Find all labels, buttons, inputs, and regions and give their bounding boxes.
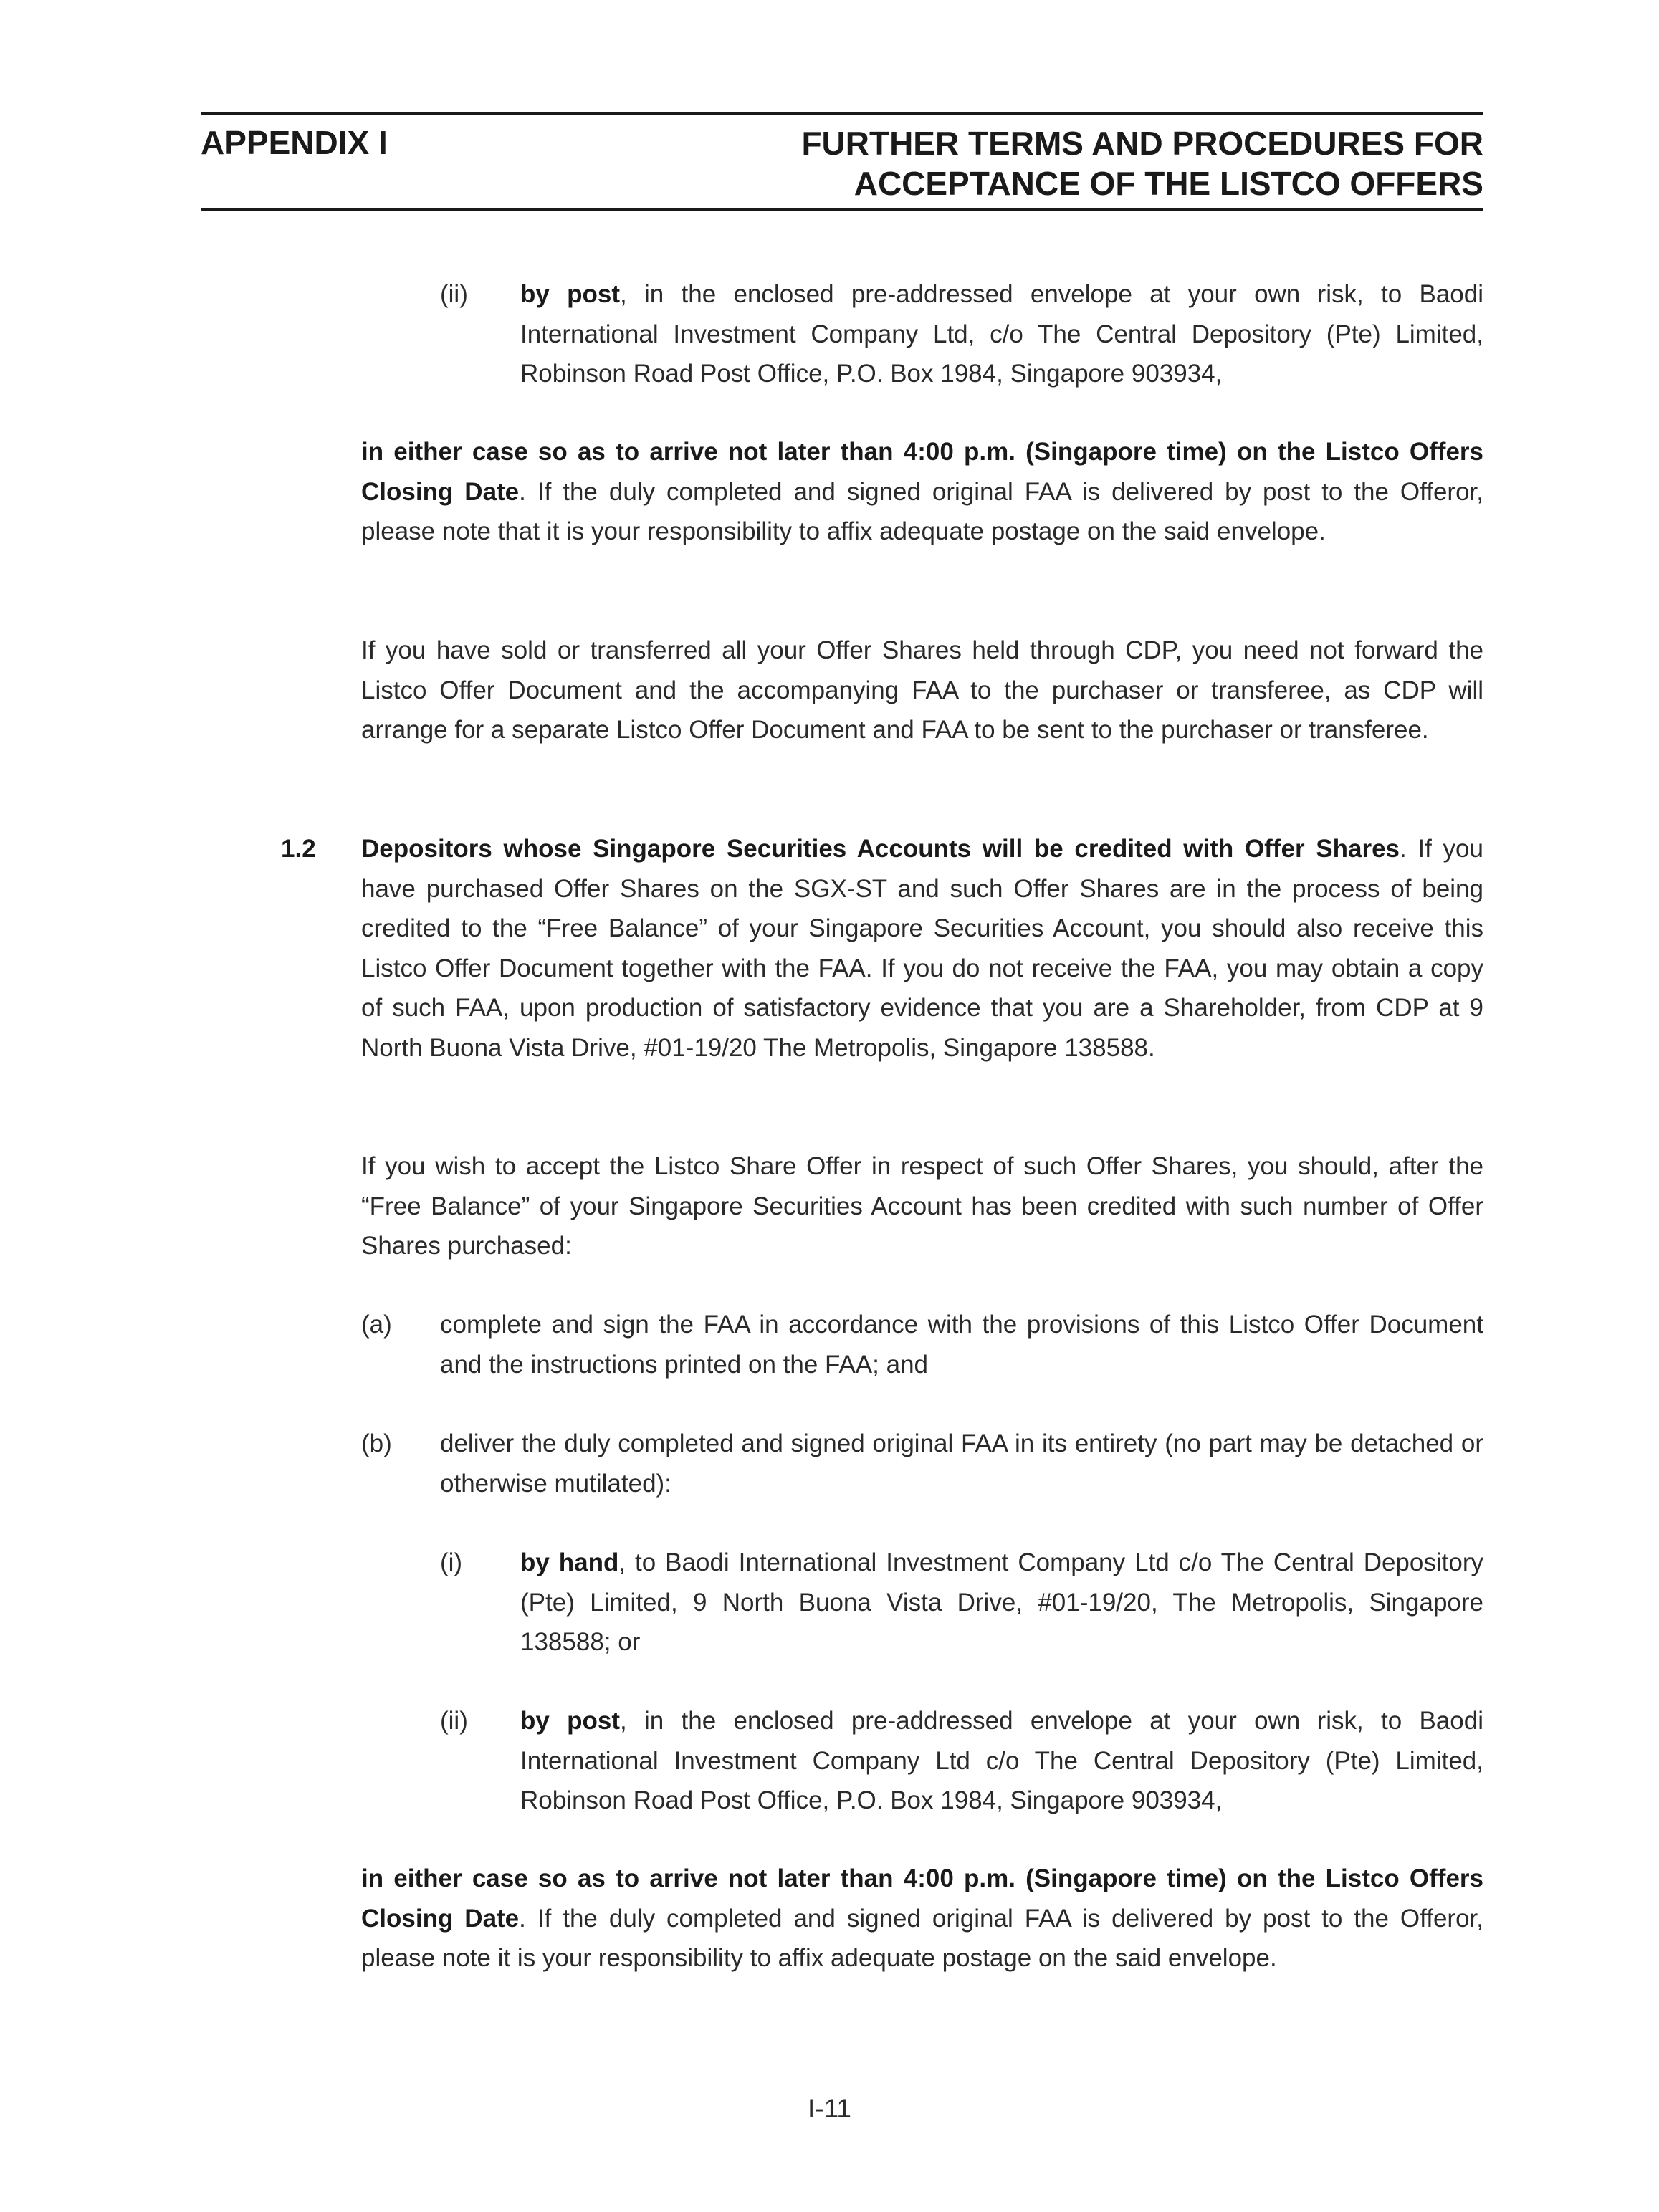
paragraph-by-post-2	[520, 1701, 1483, 1821]
section-heading: Depositors whose Singapore Securities Accounts will be credited with Offer Shares	[361, 835, 1400, 863]
header-bottom-rule	[201, 208, 1483, 211]
page-number: I-11	[807, 2094, 851, 2123]
paragraph-by-post-1	[520, 274, 1483, 394]
section-1-2-paragraph	[361, 829, 1483, 1068]
appendix-title-line-1: FURTHER TERMS AND PROCEDURES FOR	[801, 125, 1483, 162]
paragraph-item-a	[440, 1305, 1483, 1384]
paragraph-deadline-1	[361, 432, 1483, 552]
paragraph-text: , in the enclosed pre-addressed envelope at your own risk, to Baodi International Investment Company Ltd, c/o The Central Depository (Pte) Limited, Robinson Road Post Office, P.O. Box 1984, Singapore 903934,	[520, 280, 1483, 388]
paragraph-deadline-2	[361, 1859, 1483, 1978]
emphasis-deadline: in either case so as to arrive not later than 4:00 p.m. (Singapore time) on the Listco Offers Closing Date	[361, 438, 1483, 506]
paragraph-text: If you wish to accept the Listco Share Offer in respect of such Offer Shares, you should, after the “Free Balance” of your Singapore Securities Account has been credited with such number of Offer Shares purchased:	[361, 1152, 1483, 1260]
appendix-title-line-2: ACCEPTANCE OF THE LISTCO OFFERS	[854, 165, 1483, 202]
paragraph-text: . If the duly completed and signed original FAA is delivered by post to the Offeror, please note it is your responsibility to affix adequate postage on the said envelope.	[361, 1904, 1483, 1972]
paragraph-text: complete and sign the FAA in accordance with the provisions of this Listco Offer Document and the instructions printed on the FAA; and	[440, 1311, 1483, 1379]
emphasis-deadline: in either case so as to arrive not later than 4:00 p.m. (Singapore time) on the Listco Offers Closing Date	[361, 1864, 1483, 1933]
item-label-i: (i)	[440, 1548, 463, 1576]
paragraph-text: . If the duly completed and signed original FAA is delivered by post to the Offeror, please note that it is your responsibility to affix adequate postage on the said envelope.	[361, 477, 1483, 545]
item-label-ii-second: (ii)	[440, 1707, 468, 1735]
paragraph-text: , to Baodi International Investment Company Ltd c/o The Central Depository (Pte) Limited, 9 North Buona Vista Drive, #01-19/20, The Metropolis, Singapore 138588; or	[520, 1548, 1483, 1656]
item-label-a: (a)	[361, 1311, 392, 1339]
item-label-ii: (ii)	[440, 280, 468, 308]
paragraph-accept-offer	[361, 1146, 1483, 1266]
emphasis-by-hand: by hand	[520, 1548, 619, 1576]
paragraph-sold-transferred	[361, 631, 1483, 750]
paragraph-by-hand	[520, 1543, 1483, 1662]
item-label-b: (b)	[361, 1430, 392, 1457]
appendix-label: APPENDIX I	[201, 124, 388, 161]
header-top-rule	[201, 112, 1483, 115]
paragraph-text: If you have sold or transferred all your Offer Shares held through CDP, you need not forward the Listco Offer Document and the accompanying FAA to the purchaser or transferee, as CDP will arrange for a separate Listco Offer Document and FAA to be sent to the purchaser or transferee.	[361, 636, 1483, 744]
emphasis-by-post: by post	[520, 280, 621, 308]
section-number: 1.2	[281, 835, 316, 863]
paragraph-text: , in the enclosed pre-addressed envelope at your own risk, to Baodi International Investment Company Ltd c/o The Central Depository (Pte) Limited, Robinson Road Post Office, P.O. Box 1984, Singapore 903934,	[520, 1707, 1483, 1814]
emphasis-by-post: by post	[520, 1707, 621, 1735]
appendix-title	[801, 123, 1483, 204]
paragraph-item-b	[440, 1424, 1483, 1503]
paragraph-text: deliver the duly completed and signed original FAA in its entirety (no part may be detached or otherwise mutilated):	[440, 1430, 1483, 1498]
paragraph-text: . If you have purchased Offer Shares on the SGX-ST and such Offer Shares are in the process of being credited to the “Free Balance” of your Singapore Securities Account, you should also receive this Listco Offer Document together with the FAA. If you do not receive the FAA, you may obtain a copy of such FAA, upon production of satisfactory evidence that you are a Shareholder, from CDP at 9 North Buona Vista Drive, #01-19/20 The Metropolis, Singapore 138588.	[361, 835, 1483, 1062]
